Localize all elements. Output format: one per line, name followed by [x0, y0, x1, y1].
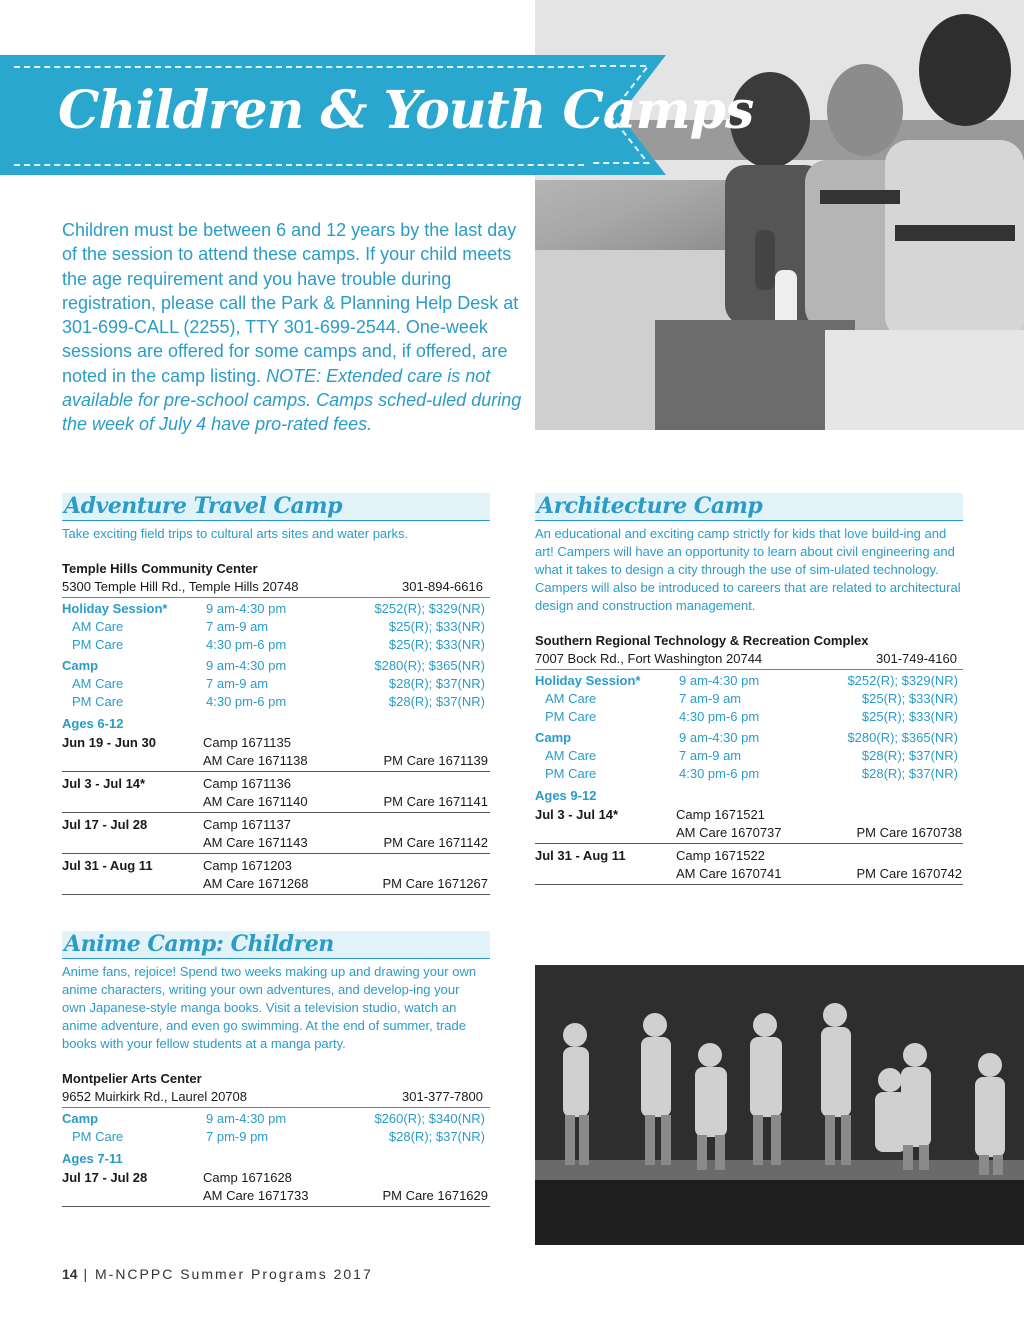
intro-text: Children must be between 6 and 12 years by the last day of the session to attend these camps. If your child meets the age requirement and you have trouble during registration, please call the Park & Planning Help Desk at 301-699-CALL (2255), TTY 301-699-2544. One-week sessions are offered for some camps and, if offered, are noted in the camp listing.	[62, 220, 519, 386]
footer-text: M-NCPPC Summer Programs 2017	[95, 1266, 373, 1282]
architecture-holiday-am-time: 7 am-9 am	[679, 691, 742, 706]
architecture-holiday-fee: $252(R); $329(NR)	[847, 673, 958, 688]
architecture-holiday-am-label: AM Care	[545, 691, 597, 706]
architecture-location-name: Southern Regional Technology & Recreation Complex	[535, 633, 869, 648]
adventure-camp-am-fee: $28(R); $37(NR)	[388, 676, 485, 691]
adventure-camp-am-label: AM Care	[72, 676, 124, 691]
adventure-session-camp: Camp 1671135	[203, 735, 291, 750]
architecture-session-camp: Camp 1671521	[676, 807, 765, 822]
adventure-session-dates: Jul 3 - Jul 14*	[62, 776, 146, 791]
adventure-camp-description: Take exciting field trips to cultural arts sites and water parks.	[62, 526, 409, 541]
session-divider	[535, 884, 963, 885]
architecture-session-am: AM Care 1670741	[676, 866, 782, 881]
architecture-session-dates: Jul 31 - Aug 11	[535, 848, 626, 863]
adventure-camp-am-time: 7 am-9 am	[206, 676, 269, 691]
architecture-camp-pm-fee: $28(R); $37(NR)	[861, 766, 958, 781]
architecture-session-pm: PM Care 1670742	[856, 866, 962, 881]
architecture-camp-label: Camp	[535, 730, 572, 745]
adventure-session-camp: Camp 1671137	[203, 817, 291, 832]
adventure-camp-pm-time: 4:30 pm-6 pm	[206, 694, 287, 709]
architecture-location-address: 7007 Bock Rd., Fort Washington 20744	[535, 651, 763, 666]
adventure-holiday-am-label: AM Care	[72, 619, 124, 634]
anime-camp-description: Anime fans, rejoice! Spend two weeks making up and drawing your own anime characters, writing your own adventures, and develop-ing your own Japanese-style manga books. Visit a television studio, watch an anime adventure, and even go swimming. At the end of summer, trade books with your fellow students at a manga party.	[62, 964, 477, 1051]
session-divider	[62, 894, 490, 895]
page-title: Children & Youth Camps	[58, 80, 754, 141]
anime-camp-title: Anime Camp: Children	[64, 931, 334, 957]
anime-location-rule	[62, 1107, 490, 1108]
adventure-session-camp: Camp 1671203	[203, 858, 292, 873]
adventure-holiday-time: 9 am-4:30 pm	[206, 601, 287, 616]
anime-session-camp: Camp 1671628	[203, 1170, 292, 1185]
architecture-holiday-am-fee: $25(R); $33(NR)	[861, 691, 958, 706]
architecture-camp-description: An educational and exciting camp strictly for kids that love build-ing and art! Campers will have an opportunity to learn about civil engineering and what it takes to design a city through the use of sim-ulated technology. Campers will also be introduced to careers that are related to architectural design and construction management.	[535, 526, 961, 613]
adventure-session-pm: PM Care 1671142	[383, 835, 488, 850]
architecture-session-dates: Jul 3 - Jul 14*	[535, 807, 619, 822]
architecture-camp-time: 9 am-4:30 pm	[679, 730, 760, 745]
adventure-ages: Ages 6-12	[62, 716, 124, 731]
anime-camp-time: 9 am-4:30 pm	[206, 1111, 287, 1126]
architecture-camp-am-time: 7 am-9 am	[679, 748, 742, 763]
adventure-holiday-am-time: 7 am-9 am	[206, 619, 269, 634]
adventure-holiday-am-fee: $25(R); $33(NR)	[388, 619, 485, 634]
session-divider	[535, 843, 963, 844]
adventure-session-am: AM Care 1671140	[203, 794, 308, 809]
architecture-location-rule	[535, 669, 963, 670]
adventure-session-pm: PM Care 1671267	[382, 876, 488, 891]
architecture-camp-heading	[535, 493, 963, 521]
page-number: 14	[62, 1266, 78, 1282]
adventure-holiday-label: Holiday Session*	[62, 601, 168, 616]
footer-separator: |	[83, 1266, 90, 1282]
architecture-session-am: AM Care 1670737	[676, 825, 782, 840]
anime-camp-fee: $260(R); $340(NR)	[374, 1111, 485, 1126]
dance-photo	[535, 965, 1024, 1245]
adventure-camp-pm-fee: $28(R); $37(NR)	[388, 694, 485, 709]
adventure-holiday-pm-fee: $25(R); $33(NR)	[388, 637, 485, 652]
adventure-session-pm: PM Care 1671141	[383, 794, 488, 809]
architecture-holiday-time: 9 am-4:30 pm	[679, 673, 760, 688]
adventure-camp-fee: $280(R); $365(NR)	[374, 658, 485, 673]
adventure-camp-time: 9 am-4:30 pm	[206, 658, 287, 673]
adventure-location-address: 5300 Temple Hill Rd., Temple Hills 20748	[62, 579, 299, 594]
anime-location-address: 9652 Muirkirk Rd., Laurel 20708	[62, 1089, 247, 1104]
adventure-location-name: Temple Hills Community Center	[62, 561, 258, 576]
anime-session-am: AM Care 1671733	[203, 1188, 309, 1203]
architecture-camp-fee: $280(R); $365(NR)	[847, 730, 958, 745]
intro-note: NOTE: Extended care is not available for pre-school camps. Camps sched-uled during the week of July 4 have pro-rated fees.	[62, 365, 522, 435]
anime-session-dates: Jul 17 - Jul 28	[62, 1170, 148, 1185]
architecture-holiday-pm-fee: $25(R); $33(NR)	[861, 709, 958, 724]
adventure-holiday-pm-time: 4:30 pm-6 pm	[206, 637, 287, 652]
adventure-session-am: AM Care 1671268	[203, 876, 309, 891]
adventure-session-am: AM Care 1671143	[203, 835, 308, 850]
page-footer	[62, 1266, 373, 1282]
architecture-camp-am-fee: $28(R); $37(NR)	[861, 748, 958, 763]
anime-camp-heading	[62, 931, 490, 959]
architecture-holiday-label: Holiday Session*	[535, 673, 641, 688]
adventure-session-dates: Jul 17 - Jul 28	[62, 817, 148, 832]
architecture-holiday-pm-label: PM Care	[545, 709, 597, 724]
adventure-session-camp: Camp 1671136	[203, 776, 291, 791]
architecture-camp-title: Architecture Camp	[537, 493, 763, 519]
anime-session-pm: PM Care 1671629	[382, 1188, 488, 1203]
adventure-camp-title: Adventure Travel Camp	[64, 493, 342, 519]
adventure-camp-heading	[62, 493, 490, 521]
adventure-session-am: AM Care 1671138	[203, 753, 308, 768]
adventure-session-pm: PM Care 1671139	[383, 753, 488, 768]
adventure-holiday-fee: $252(R); $329(NR)	[374, 601, 485, 616]
adventure-location-rule	[62, 597, 490, 598]
architecture-holiday-pm-time: 4:30 pm-6 pm	[679, 709, 760, 724]
anime-camp-pm-label: PM Care	[72, 1129, 124, 1144]
adventure-session-dates: Jun 19 - Jun 30	[62, 735, 156, 750]
session-divider	[62, 853, 490, 854]
architecture-session-pm: PM Care 1670738	[856, 825, 962, 840]
intro-paragraph	[62, 218, 522, 437]
session-divider	[62, 1206, 490, 1207]
adventure-camp-label: Camp	[62, 658, 99, 673]
architecture-session-camp: Camp 1671522	[676, 848, 765, 863]
architecture-ages: Ages 9-12	[535, 788, 597, 803]
anime-camp-label: Camp	[62, 1111, 99, 1126]
anime-camp-pm-time: 7 pm-9 pm	[206, 1129, 269, 1144]
architecture-camp-am-label: AM Care	[545, 748, 597, 763]
dance-photo-art	[535, 965, 1024, 1245]
adventure-holiday-pm-label: PM Care	[72, 637, 124, 652]
adventure-location-phone: 301-894-6616	[402, 579, 483, 594]
adventure-session-dates: Jul 31 - Aug 11	[62, 858, 153, 873]
anime-location-phone: 301-377-7800	[402, 1089, 483, 1104]
architecture-location-phone: 301-749-4160	[876, 651, 957, 666]
architecture-camp-pm-time: 4:30 pm-6 pm	[679, 766, 760, 781]
session-divider	[62, 812, 490, 813]
adventure-camp-pm-label: PM Care	[72, 694, 124, 709]
anime-camp-pm-fee: $28(R); $37(NR)	[388, 1129, 485, 1144]
architecture-camp-pm-label: PM Care	[545, 766, 597, 781]
anime-location-name: Montpelier Arts Center	[62, 1071, 202, 1086]
session-divider	[62, 771, 490, 772]
anime-ages: Ages 7-11	[62, 1151, 123, 1166]
